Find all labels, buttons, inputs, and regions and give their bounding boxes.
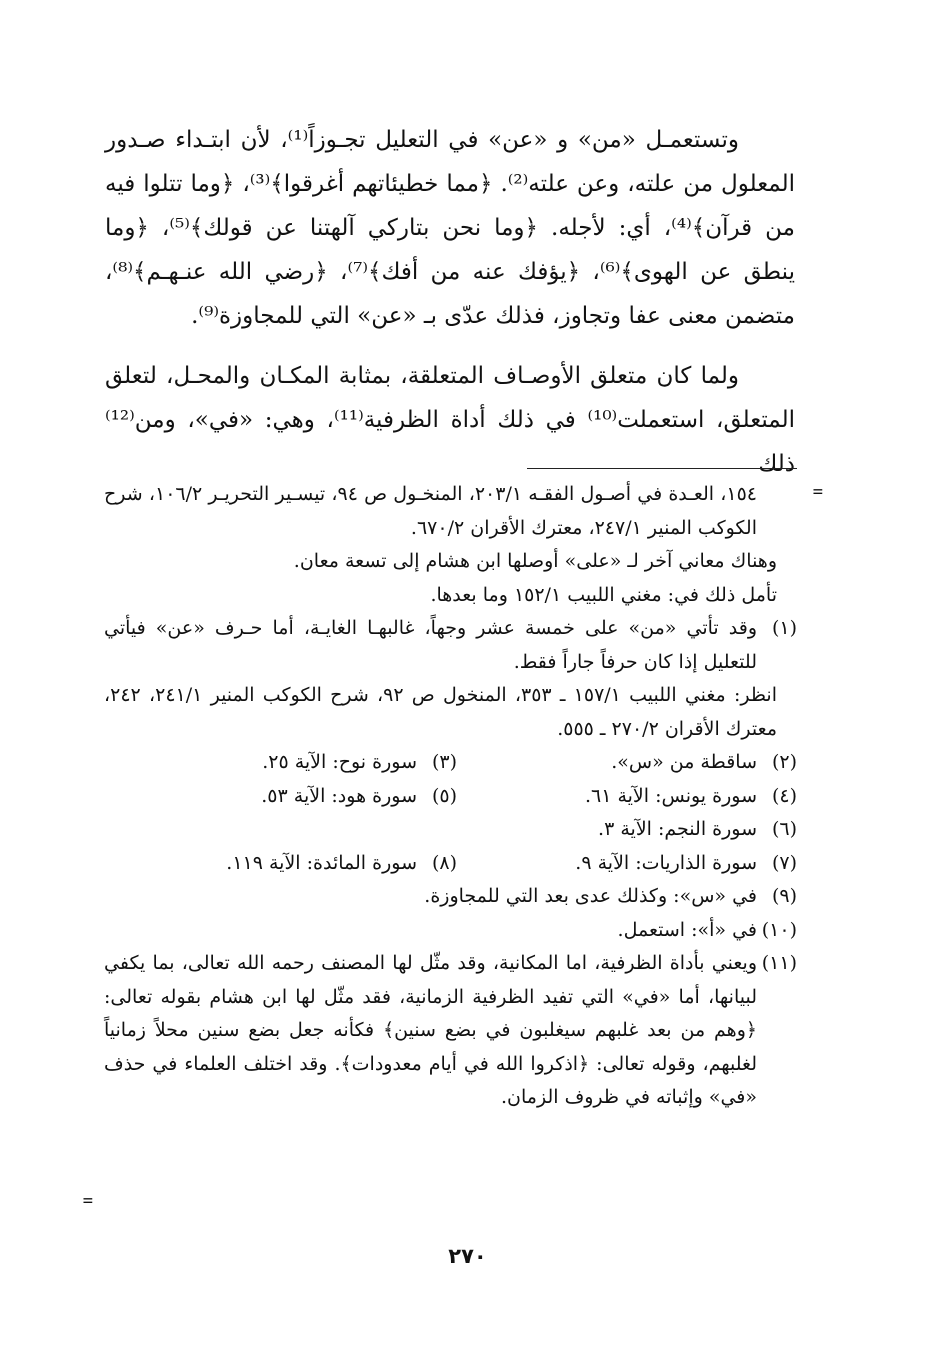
footnote-4 [457, 780, 797, 814]
footnote-text: ويعني بأداة الظرفية، اما المكانية، وقد مثّل لها المصنف رحمه الله تعالى، بما يكفي لبيانها، أما «في» التي تفيد الظرفية الزمانية، فقد مثّل لها ابن هشام بقوله تعالى: ﴿وهم من بعد غلبهم سيغلبون في بضع سنين﴾ فكأنه جعل بضع سنين محلاً زمانياً لغلبهم، وقوله تعالى: ﴿اذكروا الله في أيام معدودات﴾. وقد اختلف العلماء في حذف «في» وإثباته في ظروف الزمان. [104, 952, 757, 1108]
footnote-continuation-ref: تأمل ذلك في: مغني اللبيب ١٥٢/١ وما بعدها. [430, 583, 777, 606]
footnote-text: ساقطة من «س». [611, 751, 757, 773]
footnote-text: سورة نوح: الآية ٢٥. [262, 751, 417, 773]
footnote-separator [527, 468, 797, 469]
footnote-1-refs: انظر: مغني اللبيب ١٥٧/١ ـ ٣٥٣، المنخول ص ٩٢، شرح الكوكب المنير ٢٤١/١، ٢٤٢، معترك الأقران ٢٧٠/٢ ـ ٥٥٥. [104, 684, 777, 740]
footnote-2 [457, 746, 797, 780]
paragraph-1: وتستعمـل «من» و «عن» في التعليل تجـوزاً⁽¹⁾، لأن ابتـداء صـدور المعلول من علته، وعن علته⁽²⁾. ﴿مما خطيئاتهم أغرقوا﴾⁽³⁾، ﴿وما تتلوا فيه من قرآن﴾⁽⁴⁾، أي: لأجله. ﴿وما نحن بتاركي آلهتنا عن قولك﴾⁽⁵⁾، ﴿وما ينطق عن الهوى﴾⁽⁶⁾، ﴿يؤفك عنه من أفك﴾⁽⁷⁾، ﴿رضي الله عنـهـم﴾⁽⁸⁾، متضمن معنى عفا وتجاوز، فذلك عدّى بـ «عن» التي للمجاوزة⁽⁹⁾. [105, 127, 796, 329]
footnote-number: (٦) [771, 818, 797, 840]
footnote-text: سورة هود: الآية ٥٣. [261, 784, 417, 807]
footnote-row [104, 780, 797, 814]
footnote-continuation: ١٥٤، العـدة في أصـول الفقـه ٢٠٣/١، المنخـول ص ٩٤، تيسـير التحريـر ١٠٦/٢، شرح الكوكب المنير ٢٤٧/١، معترك الأقران ٦٧٠/٢. [104, 483, 757, 539]
footnote-number: (٧) [771, 851, 797, 874]
footnote-number: (١) [771, 617, 797, 639]
footnote-number: (٥) [431, 784, 457, 807]
footnote-10 [104, 914, 797, 948]
footnote-number: (٣) [431, 751, 457, 773]
footnote-9 [104, 880, 797, 914]
footnote-row [104, 746, 797, 780]
footnote-7 [457, 847, 797, 881]
footnote-text: في «س»: وكذلك عدى بعد التي للمجاوزة. [424, 885, 757, 907]
footnote-text: سورة المائدة: الآية ١١٩. [226, 851, 417, 874]
footnote-row [104, 847, 797, 881]
footnote-text: وقد تأتي «من» على خمسة عشر وجهاً، غالبهـا الغايـة، أما حـرف «عن» فيأتي للتعليل إذا كان حرفاً جاراً فقط. [104, 617, 757, 673]
footnote-3 [262, 746, 457, 780]
page-number: ٢٧٠ [448, 1244, 487, 1268]
footnote-text: سورة النجم: الآية ٣. [598, 818, 757, 840]
footnote-number: (١١) [761, 952, 797, 974]
main-text [105, 118, 795, 502]
paragraph-2: ولما كان متعلق الأوصـاف المتعلقة، بمثابة المكـان والمحـل، لتعلق المتعلق، استعملت⁽¹⁰⁾ في ذلك أداة الظرفية⁽¹¹⁾، وهي: «في»، ومن⁽¹²⁾ ذلك [105, 363, 795, 477]
footnote-6 [104, 813, 797, 847]
footnote-number: (٤) [771, 784, 797, 807]
footnote-11 [104, 947, 797, 1115]
footnote-text: سورة الذاريات: الآية ٩. [575, 851, 757, 874]
continuation-mark-bottom: = [82, 1191, 93, 1211]
footnote-number: (٩) [771, 885, 797, 907]
footnote-continuation-note: وهناك معاني آخر لـ «على» أوصلها ابن هشام إلى تسعة معان. [293, 550, 777, 572]
continuation-mark-top: = [812, 482, 823, 502]
footnote-text: سورة يونس: الآية ٦١. [584, 784, 757, 807]
footnote-1 [104, 612, 797, 679]
footnote-number: (٨) [431, 851, 457, 874]
footnote-number: (٢) [771, 751, 797, 773]
footnotes [104, 478, 797, 1115]
footnote-8 [226, 847, 457, 881]
footnote-text: في «أ»: استعمل. [617, 918, 757, 941]
footnote-number: (١٠) [761, 918, 797, 941]
footnote-5 [261, 780, 457, 814]
